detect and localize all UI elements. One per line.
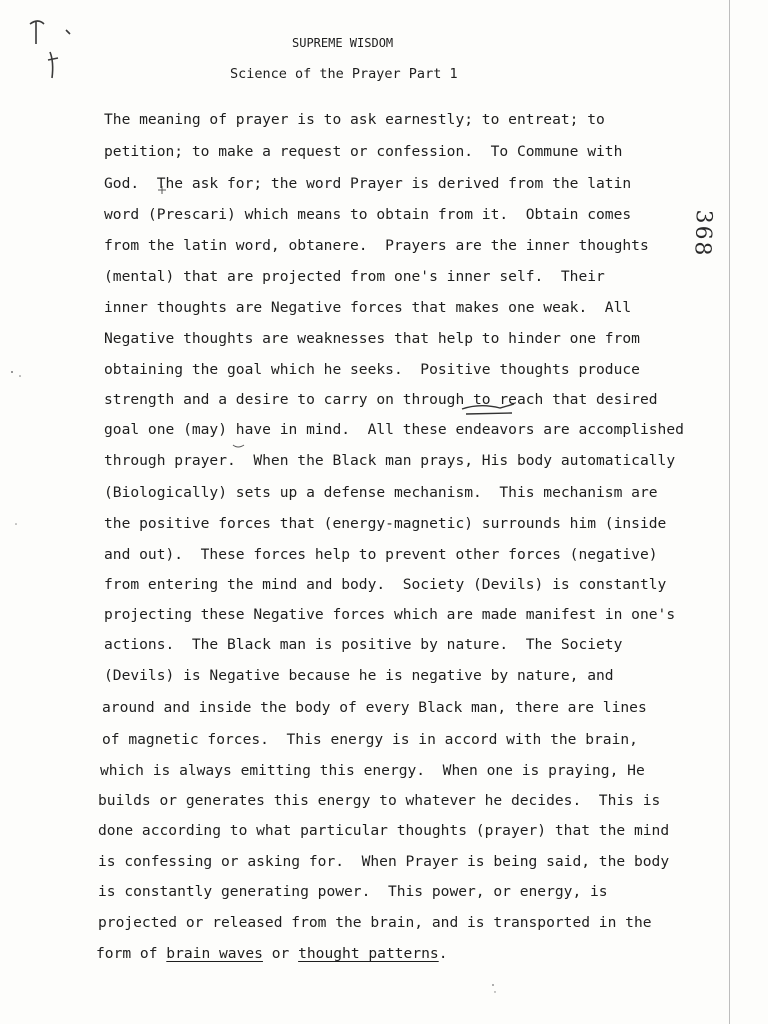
text-fragment: or	[262, 945, 299, 962]
text-line: of magnetic forces. This energy is in accord with the brain,	[102, 731, 638, 748]
text-line: through prayer. When the Black man prays, His body automatically	[104, 452, 676, 469]
text-line-last	[96, 945, 448, 963]
text-line: strength and a desire to carry on through to reach that desired	[104, 391, 658, 408]
underlined-phrase: brain waves	[166, 945, 263, 962]
text-line: is constantly generating power. This power, or energy, is	[98, 883, 608, 900]
text-line: (mental) that are projected from one's inner self. Their	[104, 268, 605, 285]
text-line: word (Prescari) which means to obtain from it. Obtain comes	[104, 206, 632, 223]
text-line: and out). These forces help to prevent other forces (negative)	[104, 546, 658, 563]
text-line: around and inside the body of every Black man, there are lines	[102, 699, 647, 716]
text-line: projected or released from the brain, and is transported in the	[98, 914, 652, 931]
text-fragment: form of	[96, 945, 167, 962]
text-line: which is always emitting this energy. When one is praying, He	[100, 762, 645, 779]
underlined-phrase: thought patterns	[298, 945, 439, 962]
text-line: petition; to make a request or confession. To Commune with	[104, 143, 623, 160]
text-line: actions. The Black man is positive by nature. The Society	[104, 636, 623, 653]
text-line: Negative thoughts are weaknesses that help to hinder one from	[104, 330, 640, 347]
document-title: SUPREME WISDOM	[292, 36, 394, 50]
scan-speck	[492, 984, 494, 986]
text-line: The meaning of prayer is to ask earnestly; to entreat; to	[104, 111, 605, 128]
scan-speck	[494, 991, 495, 992]
text-fragment: .	[438, 945, 448, 962]
text-line: goal one (may) have in mind. All these endeavors are accomplished	[104, 421, 684, 438]
text-line: (Biologically) sets up a defense mechanism. This mechanism are	[104, 484, 658, 501]
text-line: from the latin word, obtanere. Prayers are the inner thoughts	[104, 237, 649, 254]
text-line: obtaining the goal which he seeks. Positive thoughts produce	[104, 361, 640, 378]
text-line: God. The ask for; the word Prayer is derived from the latin	[104, 175, 632, 192]
text-line: builds or generates this energy to whatever he decides. This is	[98, 792, 661, 809]
text-line: done according to what particular thoughts (prayer) that the mind	[98, 822, 670, 839]
handwritten-margin-number: 368	[689, 209, 716, 258]
text-line: is confessing or asking for. When Prayer is being said, the body	[98, 853, 670, 870]
text-line: (Devils) is Negative because he is negative by nature, and	[104, 667, 614, 684]
document-subtitle: Science of the Prayer Part 1	[230, 66, 458, 82]
text-line: inner thoughts are Negative forces that makes one weak. All	[104, 299, 632, 316]
text-line: from entering the mind and body. Society (Devils) is constantly	[104, 576, 667, 593]
text-line: the positive forces that (energy-magnetic) surrounds him (inside	[104, 515, 667, 532]
text-line: projecting these Negative forces which are made manifest in one's	[104, 606, 676, 623]
